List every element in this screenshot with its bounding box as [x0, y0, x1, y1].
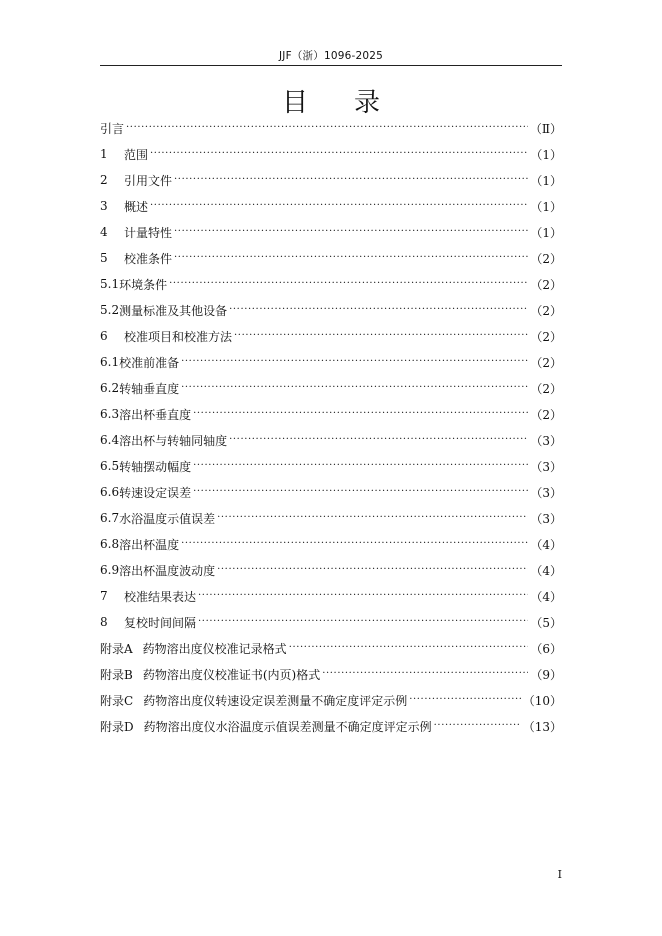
toc-entry-page: （1） [530, 147, 562, 162]
dot-leader [193, 459, 528, 473]
dot-leader [126, 121, 528, 135]
dot-leader [193, 485, 528, 499]
toc-entry-label: 溶出杯垂直度 [119, 407, 192, 422]
toc-entry[interactable] [100, 479, 562, 505]
dot-leader [181, 355, 528, 369]
toc-entry-label: 校准结果表达 [124, 589, 197, 604]
toc-entry[interactable] [100, 401, 562, 427]
toc-entry[interactable] [100, 271, 562, 297]
toc-entry-label: 转速设定误差 [119, 485, 192, 500]
toc-entry-label: 校准前准备 [119, 355, 180, 370]
toc-entry-label: 概述 [124, 199, 149, 214]
dot-leader [234, 329, 528, 343]
toc-entry-number: 8 [100, 615, 108, 629]
dot-leader [217, 563, 528, 577]
toc-entry-page: （5） [530, 615, 562, 630]
toc-entry-label: 溶出杯与转轴同轴度 [119, 433, 228, 448]
document-code-header: JJF（浙）1096-2025 [279, 50, 383, 62]
dot-leader [229, 303, 528, 317]
toc-entry-number: 6.4 [100, 433, 120, 447]
toc-entry-number: 3 [100, 199, 108, 213]
dot-leader [150, 199, 528, 213]
toc-title: 目录 [281, 88, 426, 118]
toc-entry-page: （2） [530, 355, 562, 370]
toc-entry[interactable] [100, 167, 562, 193]
toc-entry[interactable] [100, 557, 562, 583]
dot-leader [174, 173, 528, 187]
dot-leader [169, 277, 528, 291]
toc-entry-number: 5 [100, 251, 108, 265]
toc-entry-page: （Ⅱ） [529, 121, 562, 136]
toc-entry-number: 附录B [100, 667, 133, 682]
toc-entry-label: 药物溶出度仪校准记录格式 [142, 641, 287, 656]
header-rule [100, 65, 562, 66]
toc-entry[interactable] [100, 661, 562, 687]
toc-entry-label: 溶出杯温度波动度 [119, 563, 216, 578]
toc-entry-number: 5.2 [100, 303, 120, 317]
dot-leader [198, 589, 528, 603]
toc-entry-label: 药物溶出度仪转速设定误差测量不确定度评定示例 [143, 693, 408, 708]
toc-entry-page: （3） [530, 433, 562, 448]
toc-entry[interactable] [100, 609, 562, 635]
toc-entry-label: 复校时间间隔 [124, 615, 197, 630]
toc-entry[interactable] [100, 453, 562, 479]
toc-entry-number: 6.2 [100, 381, 120, 395]
toc-entry-label: 引言 [100, 121, 125, 136]
toc-entry-number: 6.1 [100, 355, 120, 369]
toc-entry[interactable] [100, 375, 562, 401]
toc-entry[interactable] [100, 635, 562, 661]
dot-leader [181, 537, 528, 551]
toc-entry-label: 测量标准及其他设备 [119, 303, 228, 318]
dot-leader [322, 667, 528, 681]
toc-entry-page: （1） [530, 199, 562, 214]
dot-leader [289, 641, 529, 655]
toc-entry-page: （2） [530, 251, 562, 266]
dot-leader [181, 381, 528, 395]
toc-entry-label: 范围 [124, 147, 149, 162]
toc-entry-page: （3） [530, 511, 562, 526]
toc-entry-number: 5.1 [100, 277, 120, 291]
dot-leader [217, 511, 528, 525]
toc-entry[interactable] [100, 141, 562, 167]
toc-entry-label: 转轴垂直度 [119, 381, 180, 396]
toc-entry-page: （2） [530, 303, 562, 318]
toc-entry-number: 附录C [100, 693, 134, 708]
toc-entry-page: （4） [530, 563, 562, 578]
toc-entry-page: （10） [522, 693, 562, 708]
toc-entry-number: 7 [100, 589, 108, 603]
dot-leader [229, 433, 528, 447]
toc-entry[interactable] [100, 531, 562, 557]
toc-entry[interactable] [100, 349, 562, 375]
toc-entry-page: （1） [530, 173, 562, 188]
table-of-contents [100, 115, 562, 739]
dot-leader [434, 719, 521, 733]
dot-leader [174, 251, 528, 265]
toc-entry-number: 附录A [100, 641, 133, 656]
footer-page-number: I [557, 868, 562, 881]
toc-entry-page: （1） [530, 225, 562, 240]
toc-entry-page: （6） [530, 641, 562, 656]
toc-entry-number: 6.7 [100, 511, 120, 525]
dot-leader [193, 407, 528, 421]
toc-entry-page: （2） [530, 407, 562, 422]
toc-entry-label: 溶出杯温度 [119, 537, 180, 552]
toc-entry[interactable] [100, 115, 562, 141]
toc-entry-page: （2） [530, 381, 562, 396]
toc-entry-page: （2） [530, 277, 562, 292]
dot-leader [174, 225, 528, 239]
dot-leader [198, 615, 528, 629]
toc-entry-label: 药物溶出度仪校准证书(内页)格式 [142, 667, 321, 682]
toc-entry-label: 转轴摆动幅度 [119, 459, 192, 474]
toc-entry-label: 校准项目和校准方法 [124, 329, 233, 344]
toc-entry-number: 4 [100, 225, 108, 239]
toc-entry-label: 校准条件 [124, 251, 173, 266]
toc-entry-label: 引用文件 [124, 173, 173, 188]
toc-entry-label: 计量特性 [124, 225, 173, 240]
toc-entry-number: 6.3 [100, 407, 120, 421]
toc-entry-label: 药物溶出度仪水浴温度示值误差测量不确定度评定示例 [143, 719, 432, 734]
toc-entry-page: （2） [530, 329, 562, 344]
toc-entry[interactable] [100, 427, 562, 453]
toc-entry-number: 6.8 [100, 537, 120, 551]
toc-entry-number: 6.5 [100, 459, 120, 473]
dot-leader [409, 693, 521, 707]
toc-entry-number: 6.6 [100, 485, 120, 499]
toc-entry[interactable] [100, 245, 562, 271]
toc-entry[interactable] [100, 297, 562, 323]
toc-entry-label: 水浴温度示值误差 [119, 511, 216, 526]
toc-entry-page: （4） [530, 589, 562, 604]
toc-entry-number: 6 [100, 329, 108, 343]
toc-entry[interactable] [100, 583, 562, 609]
toc-entry-label: 环境条件 [119, 277, 168, 292]
toc-entry-page: （13） [522, 719, 562, 734]
toc-entry[interactable] [100, 219, 562, 245]
toc-entry[interactable] [100, 505, 562, 531]
toc-entry-page: （9） [530, 667, 562, 682]
toc-entry[interactable] [100, 323, 562, 349]
toc-entry-page: （3） [530, 485, 562, 500]
toc-entry-number: 6.9 [100, 563, 120, 577]
toc-entry[interactable] [100, 687, 562, 713]
toc-entry-page: （4） [530, 537, 562, 552]
toc-entry[interactable] [100, 193, 562, 219]
dot-leader [150, 147, 528, 161]
toc-entry[interactable] [100, 713, 562, 739]
toc-entry-number: 1 [100, 147, 108, 161]
toc-entry-page: （3） [530, 459, 562, 474]
toc-entry-number: 附录D [100, 719, 134, 734]
toc-entry-number: 2 [100, 173, 108, 187]
